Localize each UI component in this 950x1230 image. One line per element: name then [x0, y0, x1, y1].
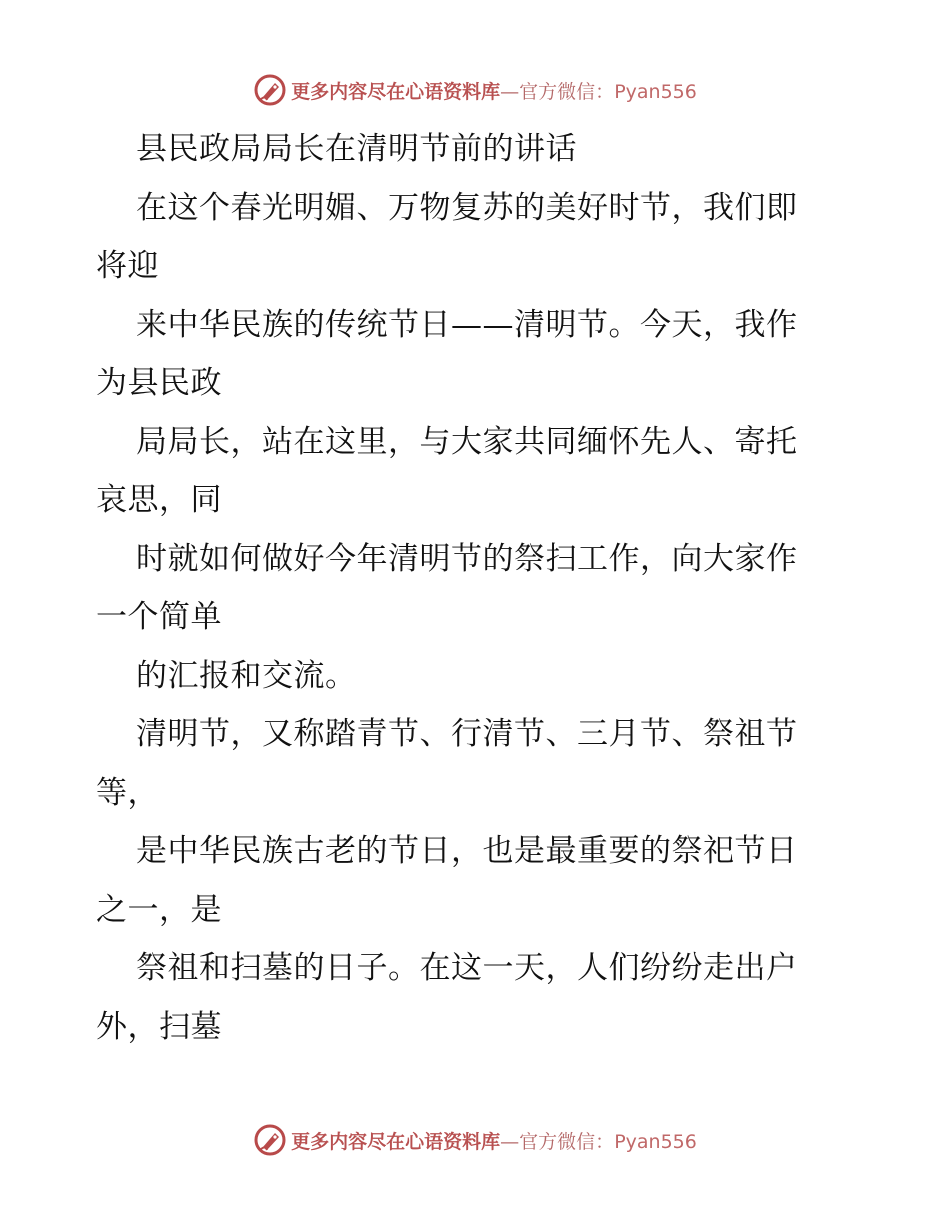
header-banner-text	[291, 77, 697, 104]
document-body	[96, 120, 856, 1056]
text-line: 外，扫墓	[96, 1008, 222, 1045]
header-dash: —	[500, 80, 520, 103]
footer-dash: —	[500, 1130, 520, 1153]
text-line: 局局长，站在这里，与大家共同缅怀先人、寄托	[136, 423, 798, 460]
text-line: 等，	[96, 774, 159, 811]
text-line: 之一，是	[96, 891, 222, 928]
header-official-text: 官方微信：	[519, 80, 615, 103]
footer-banner	[0, 1120, 950, 1160]
document-title: 县民政局局长在清明节前的讲话	[136, 131, 577, 167]
header-wechat-id: Pyan556	[614, 80, 697, 103]
text-line: 在这个春光明媚、万物复苏的美好时节，我们即	[136, 189, 798, 226]
text-line: 时就如何做好今年清明节的祭扫工作，向大家作	[136, 540, 798, 577]
pen-nib-logo-icon	[253, 1123, 287, 1157]
text-line: 一个简单	[96, 599, 222, 635]
footer-wechat-id: Pyan556	[614, 1130, 697, 1153]
footer-banner-text	[291, 1127, 697, 1154]
text-line: 的汇报和交流。	[136, 657, 357, 694]
header-brand-text: 更多内容尽在心语资料库	[291, 80, 501, 103]
text-line: 来中华民族的传统节日——清明节。今天，我作	[136, 306, 798, 343]
text-line: 哀思，同	[96, 482, 222, 518]
text-line: 为县民政	[96, 365, 222, 401]
footer-brand-text: 更多内容尽在心语资料库	[291, 1130, 501, 1153]
header-banner	[0, 70, 950, 110]
text-line: 祭祖和扫墓的日子。在这一天，人们纷纷走出户	[136, 950, 798, 986]
text-line: 将迎	[96, 248, 159, 284]
pen-nib-logo-icon	[253, 73, 287, 107]
text-line: 是中华民族古老的节日，也是最重要的祭祀节日	[136, 833, 798, 869]
text-line: 清明节，又称踏青节、行清节、三月节、祭祖节	[136, 716, 798, 752]
footer-official-text: 官方微信：	[519, 1130, 615, 1153]
